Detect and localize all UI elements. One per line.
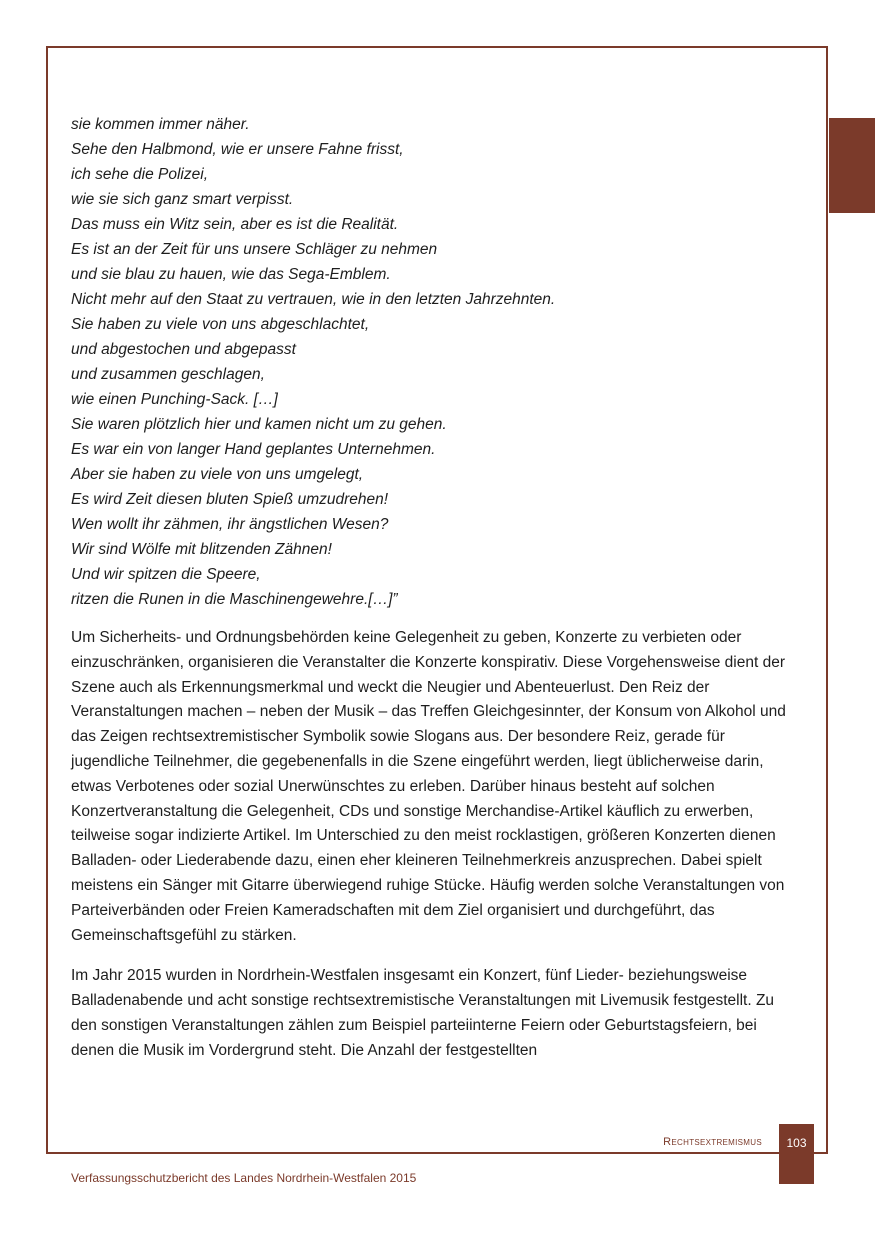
- lyrics-line: wie einen Punching-Sack. […]: [71, 391, 278, 408]
- main-content: [71, 112, 791, 1064]
- lyrics-line: und abgestochen und abgepasst: [71, 341, 296, 358]
- lyrics-line: wie sie sich ganz smart verpisst.: [71, 191, 294, 208]
- lyrics-line: sie kommen immer näher.: [71, 116, 250, 133]
- song-lyrics-quote: [71, 112, 791, 612]
- page-number: 103: [779, 1124, 814, 1184]
- chapter-side-tab: [829, 118, 875, 213]
- footer-publication-title: Verfassungsschutzbericht des Landes Nordrhein-Westfalen 2015: [71, 1171, 417, 1185]
- lyrics-line: Sehe den Halbmond, wie er unsere Fahne frisst,: [71, 141, 404, 158]
- lyrics-line: Sie waren plötzlich hier und kamen nicht um zu gehen.: [71, 416, 447, 433]
- lyrics-line: Es wird Zeit diesen bluten Spieß umzudrehen!: [71, 491, 389, 508]
- lyrics-line: ich sehe die Polizei,: [71, 166, 208, 183]
- lyrics-line: Es ist an der Zeit für uns unsere Schläger zu nehmen: [71, 241, 438, 258]
- lyrics-line: Wir sind Wölfe mit blitzenden Zähnen!: [71, 541, 332, 558]
- lyrics-line: und sie blau zu hauen, wie das Sega-Emblem.: [71, 266, 391, 283]
- body-paragraph: Um Sicherheits- und Ordnungsbehörden keine Gelegenheit zu geben, Konzerte zu verbieten oder einzuschränken, organisieren die Veranstalter die Konzerte konspirativ. Diese Vorgehensweise dient der Szene auch als Erkennungsmerkmal und weckt die Neugier und Abenteuerlust. Den Reiz der Veranstaltungen machen – neben der Musik – das Treffen Gleichgesinnter, der Konsum von Alkohol und das Zeigen rechtsextremistischer Symbolik sowie Slogans aus. Der besondere Reiz, gerade für jugendliche Teilnehmer, die gegebenenfalls in die Szene eingeführt werden, liegt üblicherweise darin, etwas Verbotenes oder sozial Unerwünschtes zu erleben. Darüber hinaus besteht auf solchen Konzertveranstaltung die Gelegenheit, CDs und sonstige Merchandise-Artikel käuflich zu erwerben, teilweise sogar indizierte Artikel. Im Unterschied zu den meist rocklastigen, größeren Konzerten dienen Balladen- oder Liederabende dazu, einen eher kleineren Teilnehmerkreis anzusprechen. Dabei spielt meistens ein Sänger mit Gitarre überwiegend ruhige Stücke. Häufig werden solche Veranstaltungen von Parteiverbänden oder Freien Kameradschaften mit dem Ziel organisiert und durchgeführt, das Gemeinschaftsgefühl zu stärken.: [71, 629, 786, 944]
- body-paragraph: Im Jahr 2015 wurden in Nordrhein-Westfalen insgesamt ein Konzert, fünf Lieder- beziehungsweise Balladenabende und acht sonstige rechtsextremistische Veranstaltungen mit Livemusik festgestellt. Zu den sonstigen Veranstaltungen zählen zum Beispiel parteiinterne Feiern oder Geburtstagsfeiern, bei denen die Musik im Vordergrund steht. Die Anzahl der festgestellten: [71, 967, 775, 1059]
- lyrics-line: Und wir spitzen die Speere,: [71, 566, 261, 583]
- lyrics-line: Nicht mehr auf den Staat zu vertrauen, wie in den letzten Jahrzehnten.: [71, 291, 556, 308]
- lyrics-line: und zusammen geschlagen,: [71, 366, 265, 383]
- lyrics-line: Sie haben zu viele von uns abgeschlachtet,: [71, 316, 370, 333]
- running-header-section: Rechtsextremismus: [663, 1136, 762, 1148]
- lyrics-line: Wen wollt ihr zähmen, ihr ängstlichen Wesen?: [71, 516, 389, 533]
- lyrics-line: ritzen die Runen in die Maschinengewehre.[…]”: [71, 591, 398, 608]
- lyrics-line: Aber sie haben zu viele von uns umgelegt,: [71, 466, 364, 483]
- lyrics-line: Es war ein von langer Hand geplantes Unternehmen.: [71, 441, 436, 458]
- lyrics-line: Das muss ein Witz sein, aber es ist die Realität.: [71, 216, 399, 233]
